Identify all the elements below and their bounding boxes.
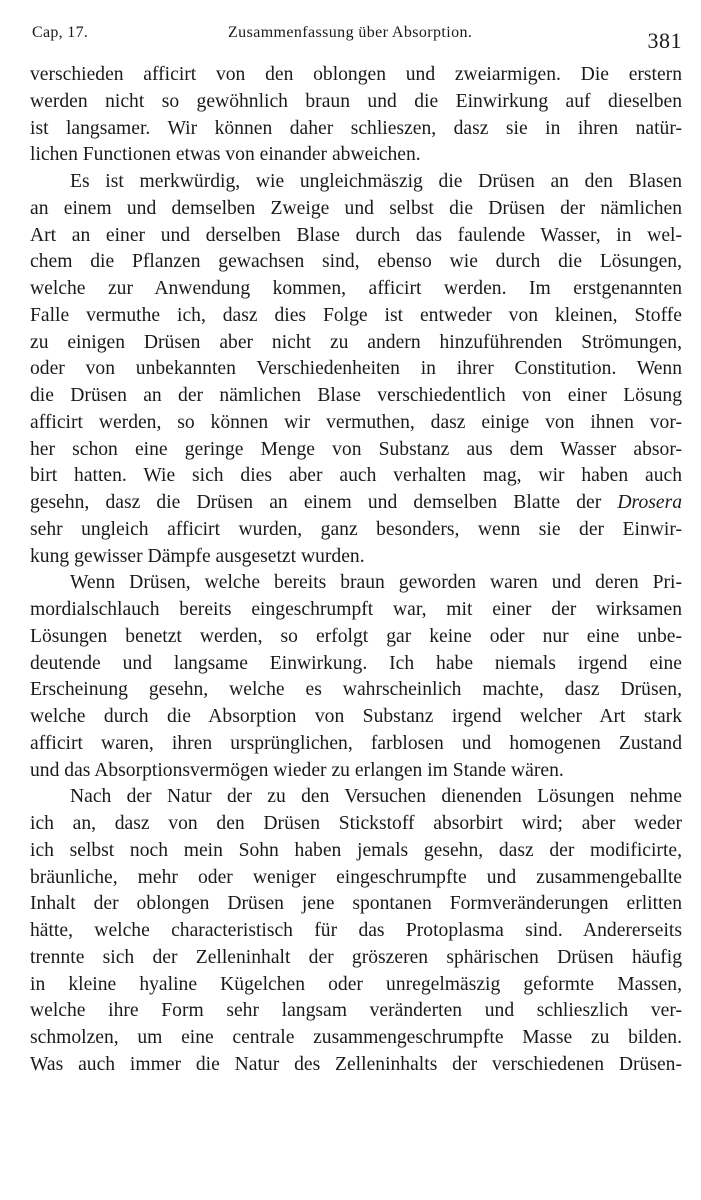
page-number: 381 (647, 28, 682, 53)
text-line: schmolzen, um eine centrale zusammengeschrumpfte Masse zu bilden. (30, 1027, 682, 1048)
text-line: welche zur Anwendung kommen, afficirt werden. Im erstgenannten (30, 278, 682, 299)
text-line: bräunliche, mehr oder weniger eingeschrumpfte und zusammengeballte (30, 866, 682, 888)
text-line: Lösungen benetzt werden, so erfolgt gar keine oder nur eine unbe- (30, 625, 682, 647)
text-line: ist langsamer. Wir können daher schlieszen, dasz sie in ihren natür- (30, 117, 682, 139)
text-line: afficirt waren, ihren ursprünglichen, farblosen und homogenen Zustand (30, 732, 682, 754)
text-line: welche ihre Form sehr langsam veränderten und schlieszlich ver- (30, 1000, 682, 1022)
text-line: birt hatten. Wie sich dies aber auch verhalten mag, wir haben auch (30, 465, 682, 487)
text-line: Erscheinung gesehn, welche es wahrscheinlich machte, dasz Drüsen, (30, 679, 682, 701)
text-line: werden nicht so gewöhnlich braun und die Einwirkung auf dieselben (30, 90, 682, 112)
paragraph-first-line: Wenn Drüsen, welche bereits braun geworden waren und deren Pri- (70, 572, 682, 594)
text-line: trennte sich der Zelleninhalt der gröszeren sphärischen Drüsen häufig (30, 946, 682, 968)
text-line: verschieden afficirt von den oblongen und zweiarmigen. Die erstern (30, 64, 682, 85)
paragraph-first-line: Nach der Natur der zu den Versuchen dienenden Lösungen nehme (70, 786, 682, 808)
text-line-with-italic (30, 490, 682, 517)
text-line: die Drüsen an der nämlichen Blase verschiedentlich von einer Lösung (30, 385, 682, 406)
chapter-label: Cap, 17. (32, 24, 89, 41)
running-header (32, 22, 682, 52)
text-line: und das Absorptionsvermögen wieder zu erlangen im Stande wären. (30, 759, 564, 781)
text-line: in kleine hyaline Kügelchen oder unregelmäszig geformte Massen, (30, 973, 682, 995)
text-line: zu einigen Drüsen aber nicht zu andern hinzuführenden Strömungen, (30, 331, 682, 353)
text-line: hätte, welche characteristisch für das Protoplasma sind. Andererseits (30, 920, 682, 941)
text-line: kung gewisser Dämpfe ausgesetzt wurden. (30, 545, 365, 567)
text-line: mordialschlauch bereits eingeschrumpft war, mit einer der wirksamen (30, 599, 682, 620)
paragraph-first-line: Es ist merkwürdig, wie ungleichmäszig die Drüsen an den Blasen (70, 171, 682, 192)
text-line: welche durch die Absorption von Substanz irgend welcher Art stark (30, 706, 682, 727)
text-line: Was auch immer die Natur des Zelleninhalts der verschiedenen Drüsen- (30, 1053, 682, 1075)
text-line: Inhalt der oblongen Drüsen jene spontanen Formveränderungen erlitten (30, 893, 682, 915)
running-title: Zusammenfassung über Absorption. (228, 24, 473, 41)
italic-genus-name: Drosera (617, 492, 682, 513)
text-line: oder von unbekannten Verschiedenheiten in ihrer Constitution. Wenn (30, 358, 682, 380)
text-line: lichen Functionen etwas von einander abweichen. (30, 144, 421, 166)
text-line: ich selbst noch mein Sohn haben jemals gesehn, dasz der modificirte, (30, 839, 682, 861)
text-line: Falle vermuthe ich, dasz dies Folge ist entweder von kleinen, Stoffe (30, 304, 682, 326)
body-text (30, 62, 682, 1079)
text-line: an einem und demselben Zweige und selbst die Drüsen der nämlichen (30, 197, 682, 219)
text-line: deutende und langsame Einwirkung. Ich habe niemals irgend eine (30, 652, 682, 674)
text-line: afficirt werden, so können wir vermuthen, dasz einige von ihnen vor- (30, 411, 682, 433)
text-line: chem die Pflanzen gewachsen sind, ebenso wie durch die Lösungen, (30, 251, 682, 273)
text-line: Art an einer und derselben Blase durch das faulende Wasser, in wel- (30, 224, 682, 246)
text-line: ich an, dasz von den Drüsen Stickstoff absorbirt wird; aber weder (30, 813, 682, 834)
text-line: sehr ungleich afficirt wurden, ganz besonders, wenn sie der Einwir- (30, 518, 682, 540)
line-text: gesehn, dasz die Drüsen an einem und demselben Blatte der (30, 492, 618, 513)
text-line: her schon eine geringe Menge von Substanz aus dem Wasser absor- (30, 438, 682, 460)
